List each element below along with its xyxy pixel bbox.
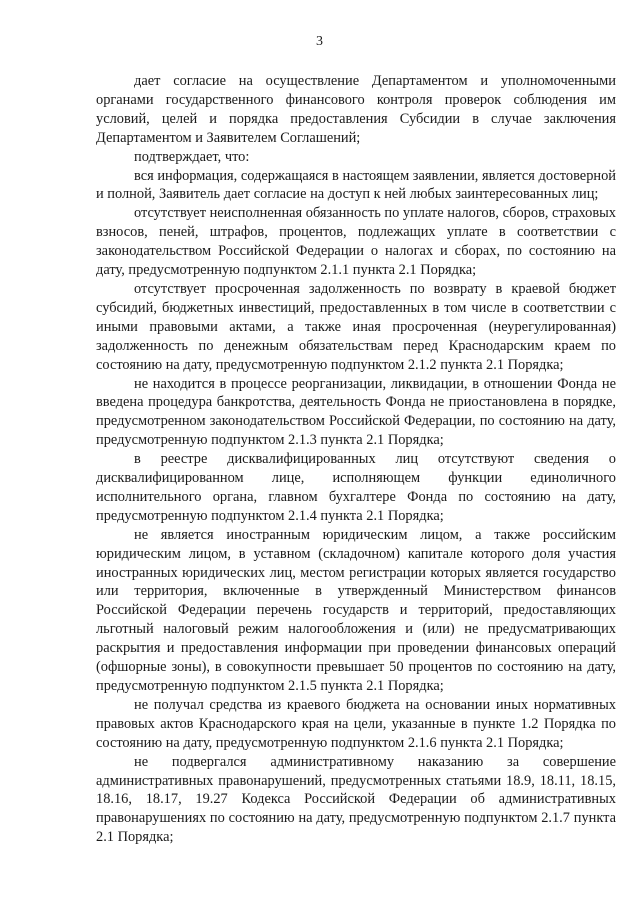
paragraph-consent-checks: дает согласие на осуществление Департаментом и уполномоченными органами государственного финансового контроля проверок соблюдения им условий, целей и порядка предоставления Субсидии в случае заключения Департаментом и Заявителем Соглашений; xyxy=(96,73,616,146)
paragraph-no-reorganization: не находится в процессе реорганизации, ликвидации, в отношении Фонда не введена процедура банкротства, деятельность Фонда не приостановлена в порядке, предусмотренном законодательством Российской Федерации, по состоянию на дату, предусмотренную подпунктом 2.1.3 пункта 2.1 Порядка; xyxy=(96,375,616,449)
paragraph-not-foreign-entity: не является иностранным юридическим лицом, а также российским юридическим лицом, в уставном (складочном) капитале которого доля участия иностранных юридических лиц, местом регистрации которых является государство или территория, включенные в утвержденный Министерством финансов Российской Федерации перечень государств и территорий, предоставляющих льготный налоговый режим налогообложения и (или) не предусматривающих раскрытия и предоставления информации при проведении финансовых операций (офшорные зоны), в совокупности превышает 50 процентов по состоянию на дату, предусмотренную подпунктом 2.1.5 пункта 2.1 Порядка; xyxy=(96,526,616,694)
paragraph-no-overdue-debt: отсутствует просроченная задолженность по возврату в краевой бюджет субсидий, бюджетных инвестиций, предоставленных в том числе в соответствии с иными правовыми актами, а также иная просроченная (неурегулированная) задолженность по денежным обязательствам перед Краснодарским краем по состоянию на дату, предусмотренную подпунктом 2.1.2 пункта 2.1 Порядка; xyxy=(96,280,616,373)
paragraph-no-disqualified-persons: в реестре дисквалифицированных лиц отсутствуют сведения о дисквалифицированном лице, исполняющем функции единоличного исполнительного органа, главном бухгалтере Фонда по состоянию на дату, предусмотренную подпунктом 2.1.4 пункта 2.1 Порядка; xyxy=(96,451,616,524)
paragraph-information-reliable: вся информация, содержащаяся в настоящем заявлении, является достоверной и полной, Заявитель дает согласие на доступ к ней любых заинтересованных лиц; xyxy=(96,167,616,203)
paragraph-no-other-funds: не получал средства из краевого бюджета на основании иных нормативных правовых актов Краснодарского края на цели, указанные в пункте 1.2 Порядка по состоянию на дату, предусмотренную подпунктом 2.1.6 пункта 2.1 Порядка; xyxy=(96,696,616,751)
paragraph-confirms-intro: подтверждает, что: xyxy=(134,148,250,165)
page-number: 3 xyxy=(316,34,323,49)
document-body xyxy=(96,72,616,847)
paragraph-no-administrative-penalty: не подвергался административному наказанию за совершение административных правонарушений, предусмотренных статьями 18.9, 18.11, 18.15, 18.16, 18.17, 19.27 Кодекса Российской Федерации об административных правонарушениях по состоянию на дату, предусмотренную подпунктом 2.1.7 пункта 2.1 Порядка; xyxy=(96,753,616,846)
paragraph-no-tax-debt: отсутствует неисполненная обязанность по уплате налогов, сборов, страховых взносов, пеней, штрафов, процентов, подлежащих уплате в соответствии с законодательством Российской Федерации о налогах и сборах, по состоянию на дату, предусмотренную подпунктом 2.1.1 пункта 2.1 Порядка; xyxy=(96,205,616,279)
